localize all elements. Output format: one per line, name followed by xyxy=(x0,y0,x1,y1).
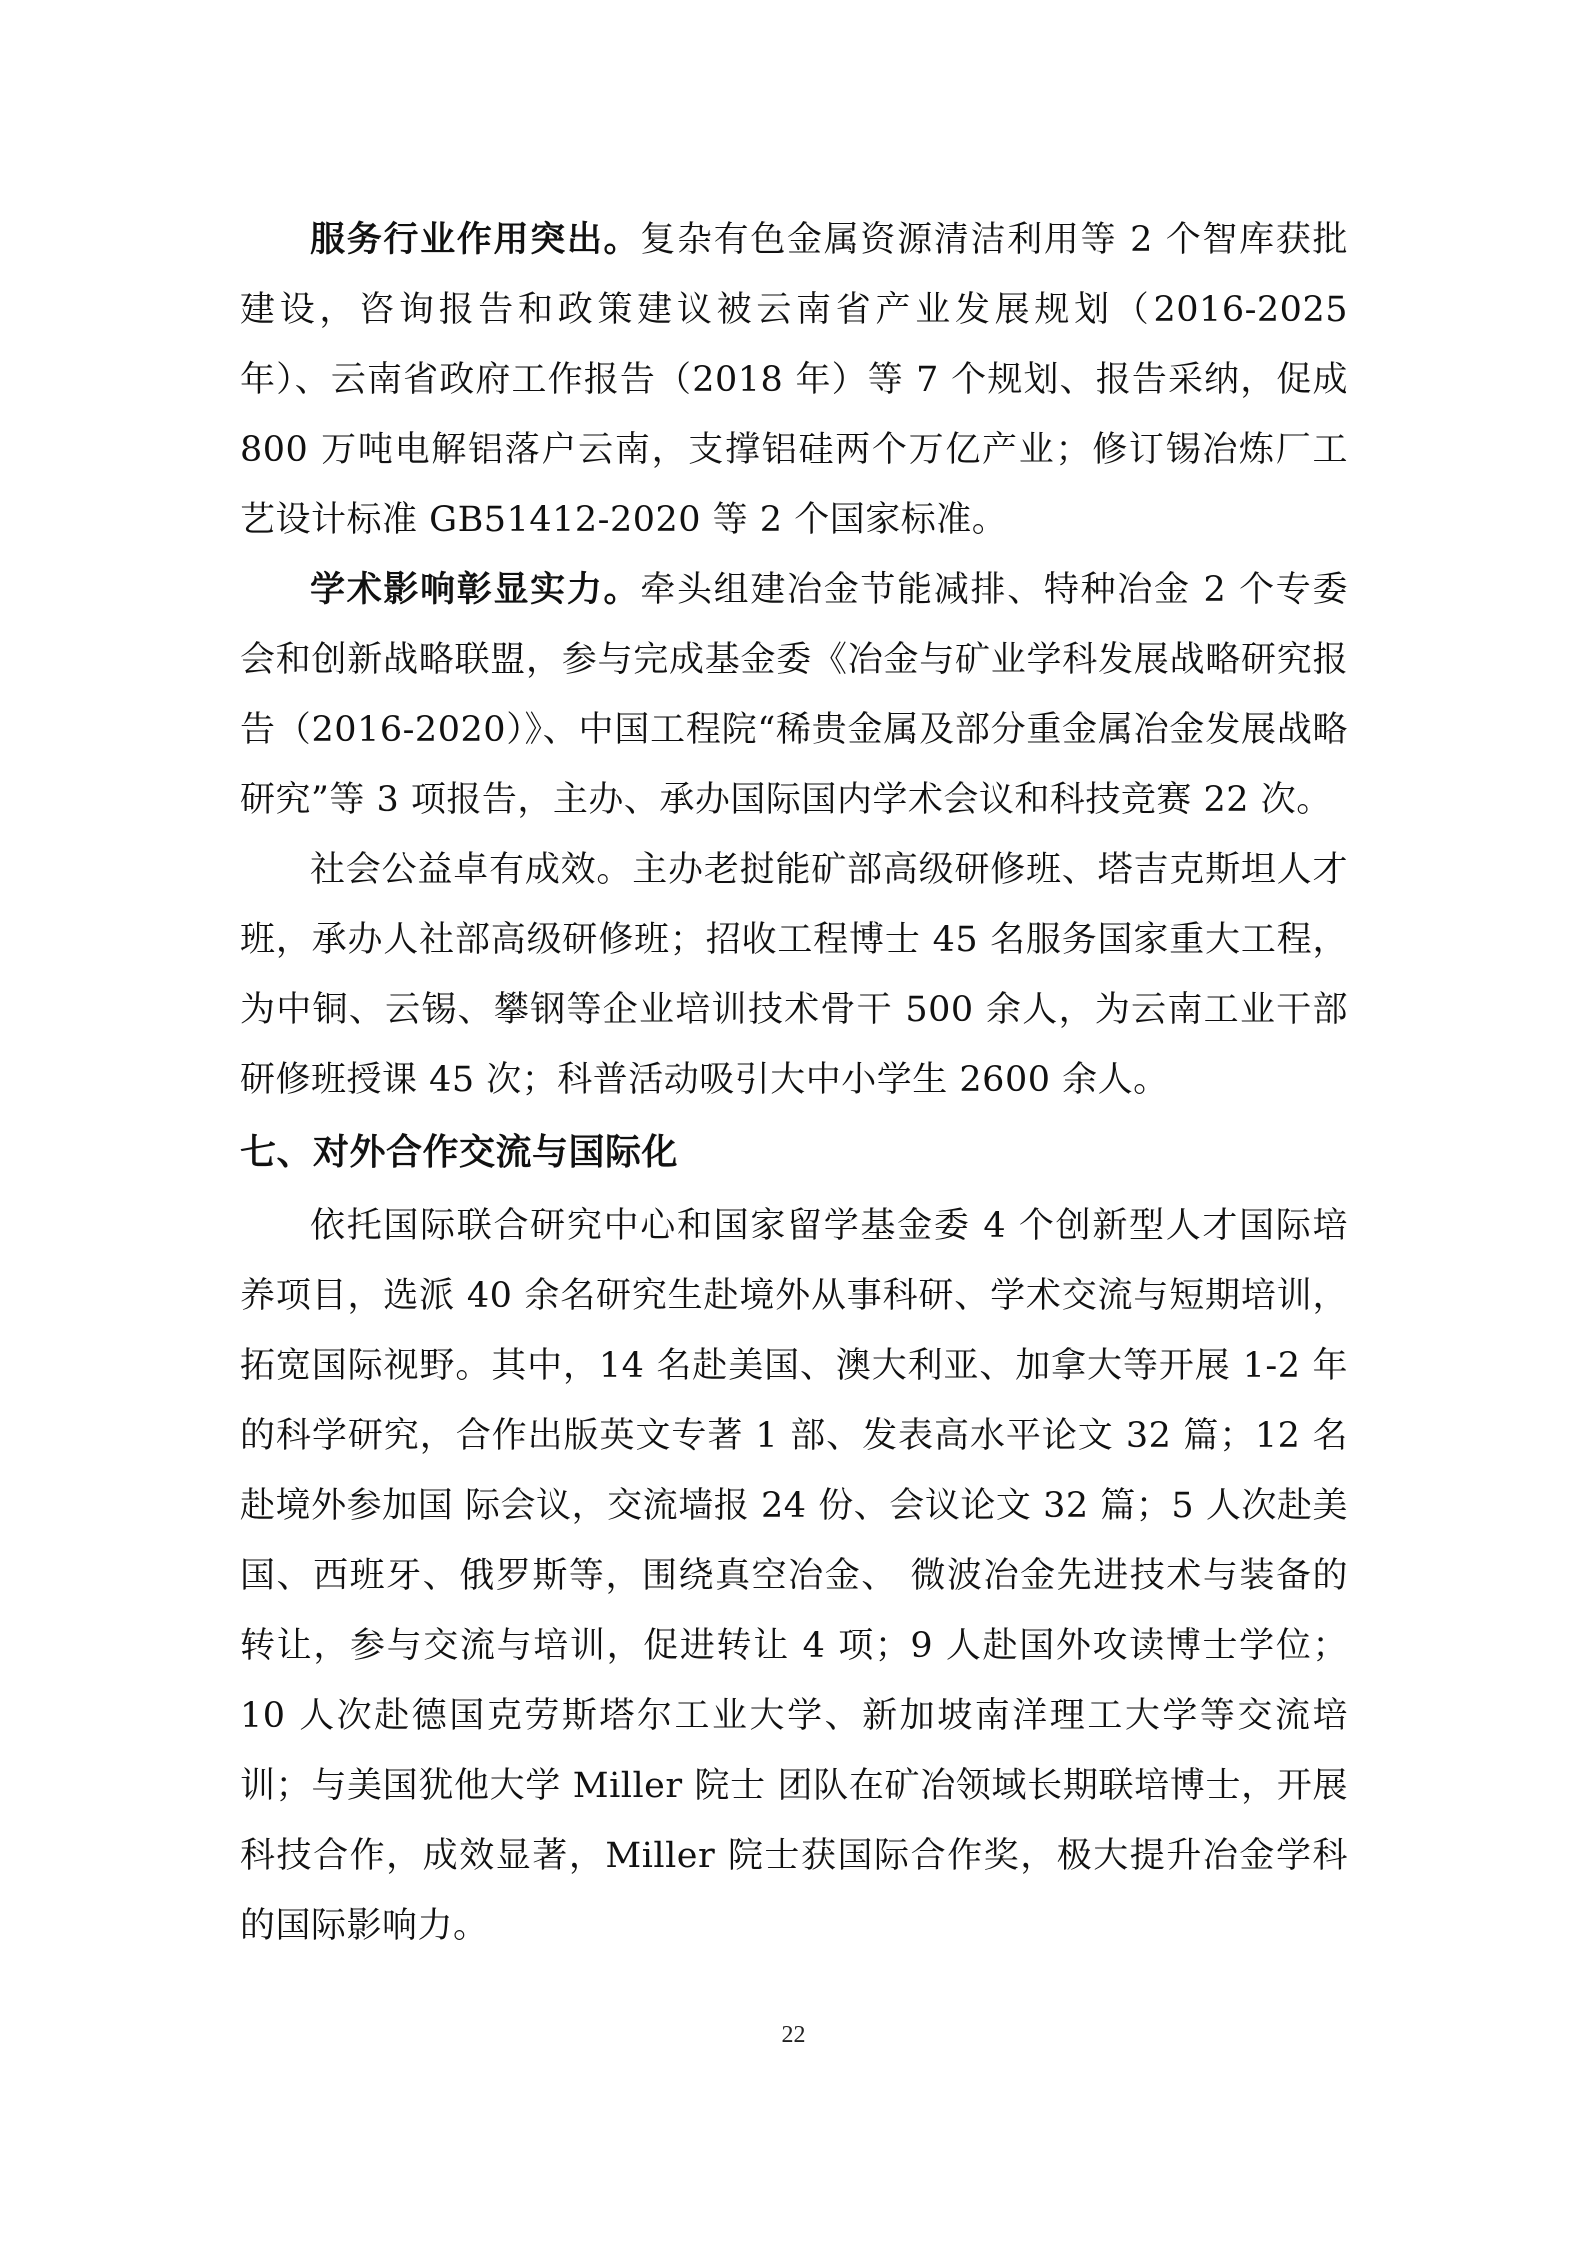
paragraph-text-academic-influence: 牵头组建冶金节能减排、特种冶金 2 个专委会和创新战略联盟，参与完成基金委《冶金与矿业学科发展战略研究报告（2016-2020）》、中国工程院“稀贵金属及部分重金属冶金发展战略研究”等 3 项报告，主办、承办国际国内学术会议和科技竞赛 22 次。 xyxy=(240,570,1348,820)
paragraph-text-public-welfare: 社会公益卓有成效。主办老挝能矿部高级研修班、塔吉克斯坦人才班，承办人社部高级研修班；招收工程博士 45 名服务国家重大工程，为中铜、云锡、攀钢等企业培训技术骨干 500 余人，为云南工业干部研修班授课 45 次；科普活动吸引大中小学生 2600 余人。 xyxy=(240,850,1348,1100)
paragraph-international-cooperation xyxy=(240,1191,1348,1961)
page-number: 22 xyxy=(781,2022,806,2048)
paragraph-lead-industry-service: 服务行业作用突出。 xyxy=(310,220,641,260)
paragraph-public-welfare xyxy=(240,835,1348,1115)
paragraph-text-international-cooperation: 依托国际联合研究中心和国家留学基金委 4 个创新型人才国际培养项目，选派 40 余名研究生赴境外从事科研、学术交流与短期培训，拓宽国际视野。其中，14 名赴美国、澳大利亚、加拿大等开展 1-2 年的科学研究，合作出版英文专著 1 部、发表高水平论文 32 篇；12 名赴境外参加国 际会议，交流墙报 24 份、会议论文 32 篇；5 人次赴美国、西班牙、俄罗斯等，围绕真空冶金、 微波冶金先进技术与装备的转让，参与交流与培训，促进转让 4 项；9 人赴国外攻读博士学位；10 人次赴德国克劳斯塔尔工业大学、新加坡南洋理工大学等交流培训；与美国犹他大学 Miller 院士 团队在矿冶领域长期联培博士，开展科技合作，成效显著，Miller 院士获国际合作奖，极大提升冶金学科的国际影响力。 xyxy=(240,1206,1348,1946)
page-content xyxy=(240,205,1348,1961)
paragraph-academic-influence xyxy=(240,555,1348,835)
paragraph-lead-academic-influence: 学术影响彰显实力。 xyxy=(310,570,641,610)
paragraph-industry-service xyxy=(240,205,1348,555)
paragraph-text-industry-service: 复杂有色金属资源清洁利用等 2 个智库获批建设，咨询报告和政策建议被云南省产业发展规划（2016-2025 年）、云南省政府工作报告（2018 年）等 7 个规划、报告采纳，促成 800 万吨电解铝落户云南，支撑铝硅两个万亿产业；修订锡冶炼厂工艺设计标准 GB51412-2020 等 2 个国家标准。 xyxy=(240,220,1348,540)
section-heading: 七、对外合作交流与国际化 xyxy=(240,1132,679,1173)
